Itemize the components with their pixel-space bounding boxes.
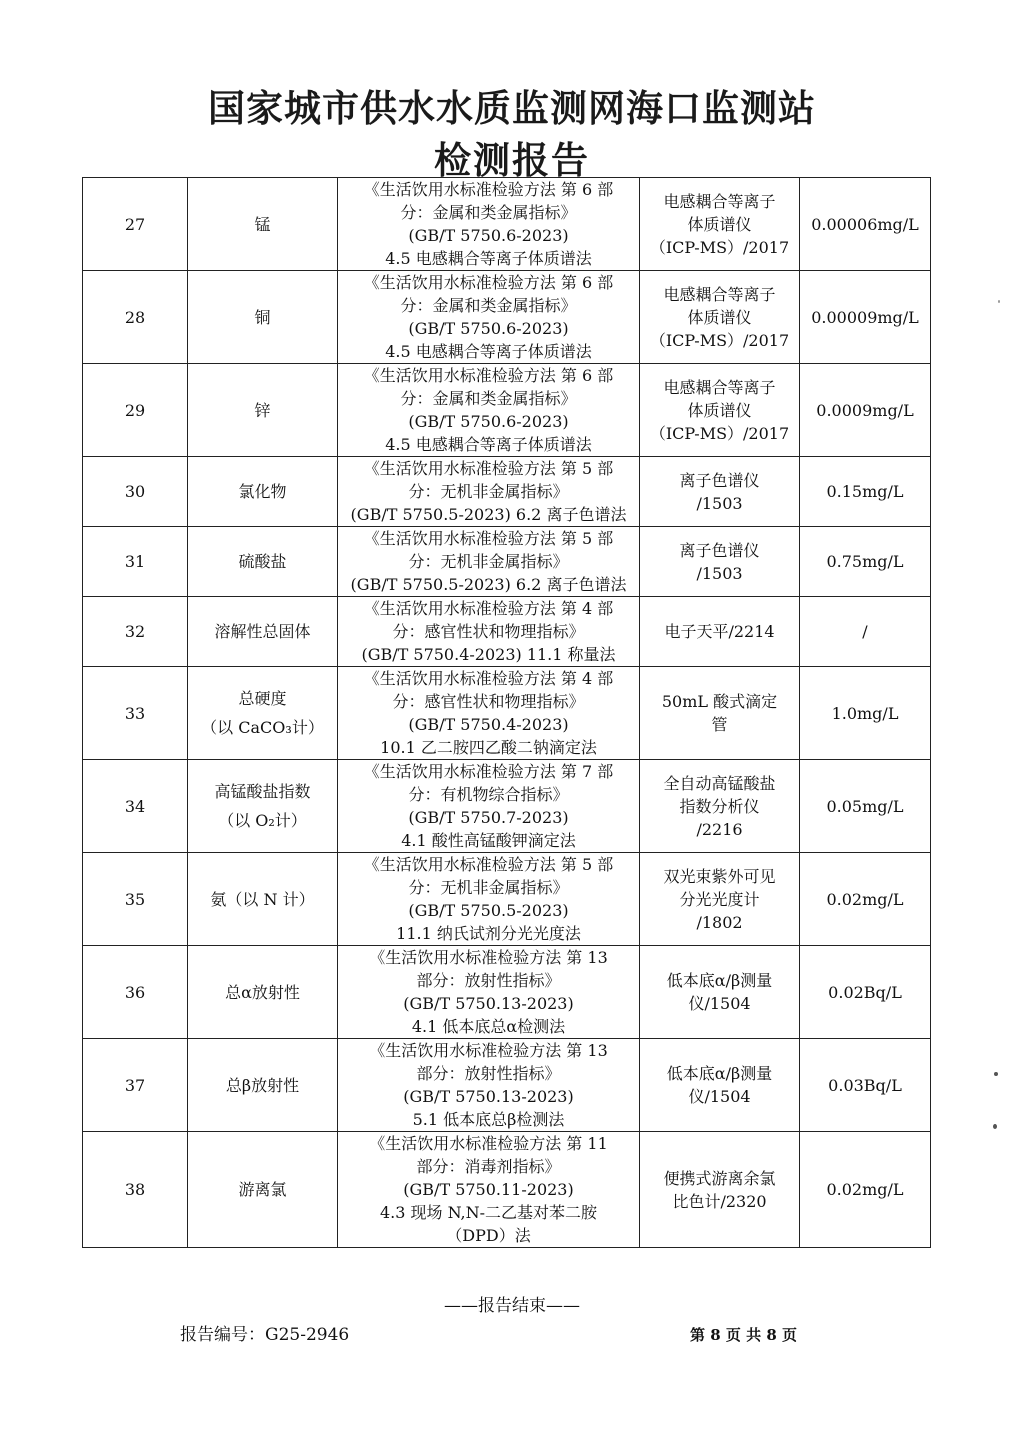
instrument-line: /2216 — [696, 819, 743, 839]
method-line: 《生活饮用水标准检验方法 第 11 — [369, 1134, 608, 1153]
cell-detection-limit: 0.02mg/L — [800, 1132, 931, 1248]
method-line: 《生活饮用水标准检验方法 第 13 — [369, 1041, 608, 1060]
table-row — [83, 1132, 931, 1248]
cell-item — [188, 1039, 338, 1132]
item-name: 游离氯 — [238, 1180, 287, 1199]
cell-number: 31 — [83, 527, 188, 597]
method-line: (GB/T 5750.4-2023) 11.1 称量法 — [361, 645, 616, 664]
cell-instrument — [640, 178, 800, 271]
instrument-line: 离子色谱仪 — [679, 540, 760, 560]
method-line: 分：金属和类金属指标》 — [400, 203, 577, 222]
instrument-line: 管 — [711, 715, 728, 734]
instrument-line: 电感耦合等离子 — [663, 191, 776, 211]
item-name: 总硬度 — [238, 689, 287, 708]
cell-detection-limit: / — [800, 597, 931, 667]
method-line: 部分：放射性指标》 — [416, 1064, 561, 1083]
cell-method — [338, 527, 640, 597]
cell-number: 37 — [83, 1039, 188, 1132]
instrument-line: （ICP-MS）/2017 — [649, 423, 790, 443]
cell-detection-limit: 0.02mg/L — [800, 853, 931, 946]
instrument-line: （ICP-MS）/2017 — [649, 237, 790, 257]
cell-method — [338, 457, 640, 527]
method-line: 分：感官性状和物理指标》 — [392, 622, 585, 641]
item-name: 锰 — [254, 214, 271, 234]
instrument-line: 电感耦合等离子 — [663, 377, 776, 397]
instrument-line: /1503 — [696, 493, 743, 513]
cell-item — [188, 178, 338, 271]
method-line: (GB/T 5750.6-2023) — [408, 226, 569, 245]
cell-item — [188, 597, 338, 667]
cell-detection-limit: 0.05mg/L — [800, 760, 931, 853]
cell-method — [338, 1132, 640, 1248]
method-line: 《生活饮用水标准检验方法 第 5 部 — [363, 855, 614, 874]
cell-instrument — [640, 527, 800, 597]
cell-method — [338, 1039, 640, 1132]
item-name: 氨（以 N 计） — [210, 889, 315, 909]
table-row — [83, 597, 931, 667]
cell-detection-limit: 1.0mg/L — [800, 667, 931, 760]
method-line: 4.5 电感耦合等离子体质谱法 — [385, 249, 592, 268]
item-name: 总β放射性 — [225, 1075, 300, 1095]
method-line: 《生活饮用水标准检验方法 第 5 部 — [363, 529, 614, 548]
method-line: (GB/T 5750.5-2023) 6.2 离子色谱法 — [350, 505, 627, 524]
item-basis: （以 CaCO₃计） — [201, 718, 324, 737]
method-line: 《生活饮用水标准检验方法 第 4 部 — [363, 669, 614, 688]
cell-item — [188, 457, 338, 527]
item-name: 高锰酸盐指数 — [214, 782, 311, 801]
scan-speck — [998, 300, 1000, 303]
item-name: 锌 — [254, 400, 271, 420]
cell-number: 38 — [83, 1132, 188, 1248]
table-row — [83, 760, 931, 853]
method-line: 分：金属和类金属指标》 — [400, 296, 577, 315]
table-row — [83, 178, 931, 271]
instrument-line: 分光光度计 — [679, 889, 760, 909]
method-line: （DPD）法 — [446, 1226, 531, 1245]
method-line: 分：无机非金属指标》 — [408, 878, 569, 897]
method-line: 《生活饮用水标准检验方法 第 6 部 — [363, 273, 614, 292]
method-line: (GB/T 5750.5-2023) — [408, 901, 569, 920]
method-line: (GB/T 5750.11-2023) — [403, 1180, 574, 1199]
method-line: (GB/T 5750.13-2023) — [403, 1087, 574, 1106]
instrument-line: 便携式游离余氯 — [663, 1168, 776, 1188]
method-line: 《生活饮用水标准检验方法 第 6 部 — [363, 180, 614, 199]
table-row — [83, 457, 931, 527]
cell-method — [338, 667, 640, 760]
cell-instrument — [640, 760, 800, 853]
cell-instrument — [640, 457, 800, 527]
instrument-line: 电子天平/2214 — [664, 622, 775, 641]
cell-instrument — [640, 946, 800, 1039]
cell-method — [338, 853, 640, 946]
method-line: 4.5 电感耦合等离子体质谱法 — [385, 342, 592, 361]
cell-item — [188, 760, 338, 853]
cell-detection-limit: 0.75mg/L — [800, 527, 931, 597]
instrument-line: 比色计/2320 — [672, 1191, 767, 1211]
item-name: 氯化物 — [238, 482, 287, 501]
table-row — [83, 364, 931, 457]
method-line: 分：无机非金属指标》 — [408, 482, 569, 501]
cell-detection-limit: 0.00009mg/L — [800, 271, 931, 364]
method-line: 分：金属和类金属指标》 — [400, 389, 577, 408]
instrument-line: 仪/1504 — [688, 1087, 751, 1106]
report-end-mark: ——报告结束—— — [444, 1296, 580, 1316]
cell-item — [188, 271, 338, 364]
instrument-line: /1503 — [696, 563, 743, 583]
method-line: 4.1 低本底总α检测法 — [411, 1017, 566, 1036]
cell-instrument — [640, 667, 800, 760]
cell-number: 35 — [83, 853, 188, 946]
method-line: 《生活饮用水标准检验方法 第 7 部 — [363, 762, 614, 781]
instrument-line: 双光束紫外可见 — [663, 866, 776, 886]
instrument-line: 低本底α/β测量 — [666, 1064, 773, 1083]
instrument-line: 体质谱仪 — [687, 307, 752, 327]
scan-speck — [993, 1124, 997, 1129]
cell-item — [188, 853, 338, 946]
cell-detection-limit: 0.02Bq/L — [800, 946, 931, 1039]
cell-detection-limit: 0.00006mg/L — [800, 178, 931, 271]
cell-instrument — [640, 853, 800, 946]
cell-item — [188, 527, 338, 597]
cell-number: 34 — [83, 760, 188, 853]
method-line: 5.1 低本底总β检测法 — [412, 1110, 565, 1129]
cell-number: 27 — [83, 178, 188, 271]
cell-method — [338, 597, 640, 667]
report-subtitle: 检测报告 — [434, 139, 590, 182]
instrument-line: 仪/1504 — [688, 994, 751, 1013]
method-line: 11.1 纳氏试剂分光光度法 — [396, 924, 581, 943]
method-line: 分：有机物综合指标》 — [408, 785, 569, 804]
instrument-line: 电感耦合等离子 — [663, 284, 776, 304]
instrument-line: 低本底α/β测量 — [666, 971, 773, 990]
page-number: 第 8 页 共 8 页 — [690, 1326, 797, 1344]
instrument-line: 指数分析仪 — [679, 796, 760, 816]
item-name: 铜 — [254, 307, 271, 327]
report-title: 国家城市供水水质监测网海口监测站 — [208, 87, 816, 130]
cell-method — [338, 178, 640, 271]
method-line: 分：感官性状和物理指标》 — [392, 692, 585, 711]
scan-speck — [994, 1072, 998, 1076]
cell-item — [188, 1132, 338, 1248]
cell-number: 29 — [83, 364, 188, 457]
method-line: 4.1 酸性高锰酸钾滴定法 — [401, 831, 576, 850]
instrument-line: 体质谱仪 — [687, 400, 752, 420]
item-name: 总α放射性 — [225, 982, 300, 1002]
instrument-line: （ICP-MS）/2017 — [649, 330, 790, 350]
method-line: 10.1 乙二胺四乙酸二钠滴定法 — [380, 738, 597, 757]
cell-method — [338, 364, 640, 457]
instrument-line: 体质谱仪 — [687, 214, 752, 234]
method-line: 《生活饮用水标准检验方法 第 4 部 — [363, 599, 614, 618]
method-line: (GB/T 5750.5-2023) 6.2 离子色谱法 — [350, 575, 627, 594]
cell-instrument — [640, 597, 800, 667]
cell-method — [338, 760, 640, 853]
instrument-line: 全自动高锰酸盐 — [663, 773, 776, 793]
cell-detection-limit: 0.15mg/L — [800, 457, 931, 527]
item-name: 溶解性总固体 — [214, 622, 311, 641]
method-line: 4.5 电感耦合等离子体质谱法 — [385, 435, 592, 454]
method-line: (GB/T 5750.13-2023) — [403, 994, 574, 1013]
cell-instrument — [640, 364, 800, 457]
cell-instrument — [640, 271, 800, 364]
cell-item — [188, 946, 338, 1039]
instrument-line: 50mL 酸式滴定 — [661, 692, 778, 711]
method-line: 部分：放射性指标》 — [416, 971, 561, 990]
cell-number: 32 — [83, 597, 188, 667]
method-line: 《生活饮用水标准检验方法 第 5 部 — [363, 459, 614, 478]
table-row — [83, 527, 931, 597]
item-basis: （以 O₂计） — [218, 811, 307, 830]
cell-method — [338, 271, 640, 364]
method-line: (GB/T 5750.7-2023) — [408, 808, 569, 827]
method-line: 部分：消毒剂指标》 — [416, 1157, 561, 1176]
table-row — [83, 271, 931, 364]
table-row — [83, 667, 931, 760]
cell-number: 36 — [83, 946, 188, 1039]
method-line: 《生活饮用水标准检验方法 第 13 — [369, 948, 608, 967]
instrument-line: /1802 — [696, 912, 743, 932]
report-number: 报告编号：G25-2946 — [180, 1325, 350, 1345]
cell-number: 28 — [83, 271, 188, 364]
cell-detection-limit: 0.03Bq/L — [800, 1039, 931, 1132]
cell-number: 30 — [83, 457, 188, 527]
cell-item — [188, 364, 338, 457]
table-row — [83, 1039, 931, 1132]
item-name: 硫酸盐 — [238, 552, 287, 571]
cell-detection-limit: 0.0009mg/L — [800, 364, 931, 457]
cell-number: 33 — [83, 667, 188, 760]
cell-item — [188, 667, 338, 760]
method-line: 分：无机非金属指标》 — [408, 552, 569, 571]
method-line: 《生活饮用水标准检验方法 第 6 部 — [363, 366, 614, 385]
cell-instrument — [640, 1132, 800, 1248]
table-row — [83, 946, 931, 1039]
method-line: (GB/T 5750.4-2023) — [408, 715, 569, 734]
cell-instrument — [640, 1039, 800, 1132]
table-row — [83, 853, 931, 946]
cell-method — [338, 946, 640, 1039]
instrument-line: 离子色谱仪 — [679, 470, 760, 490]
results-table — [82, 177, 931, 1248]
method-line: (GB/T 5750.6-2023) — [408, 412, 569, 431]
method-line: (GB/T 5750.6-2023) — [408, 319, 569, 338]
method-line: 4.3 现场 N,N-二乙基对苯二胺 — [379, 1203, 598, 1222]
